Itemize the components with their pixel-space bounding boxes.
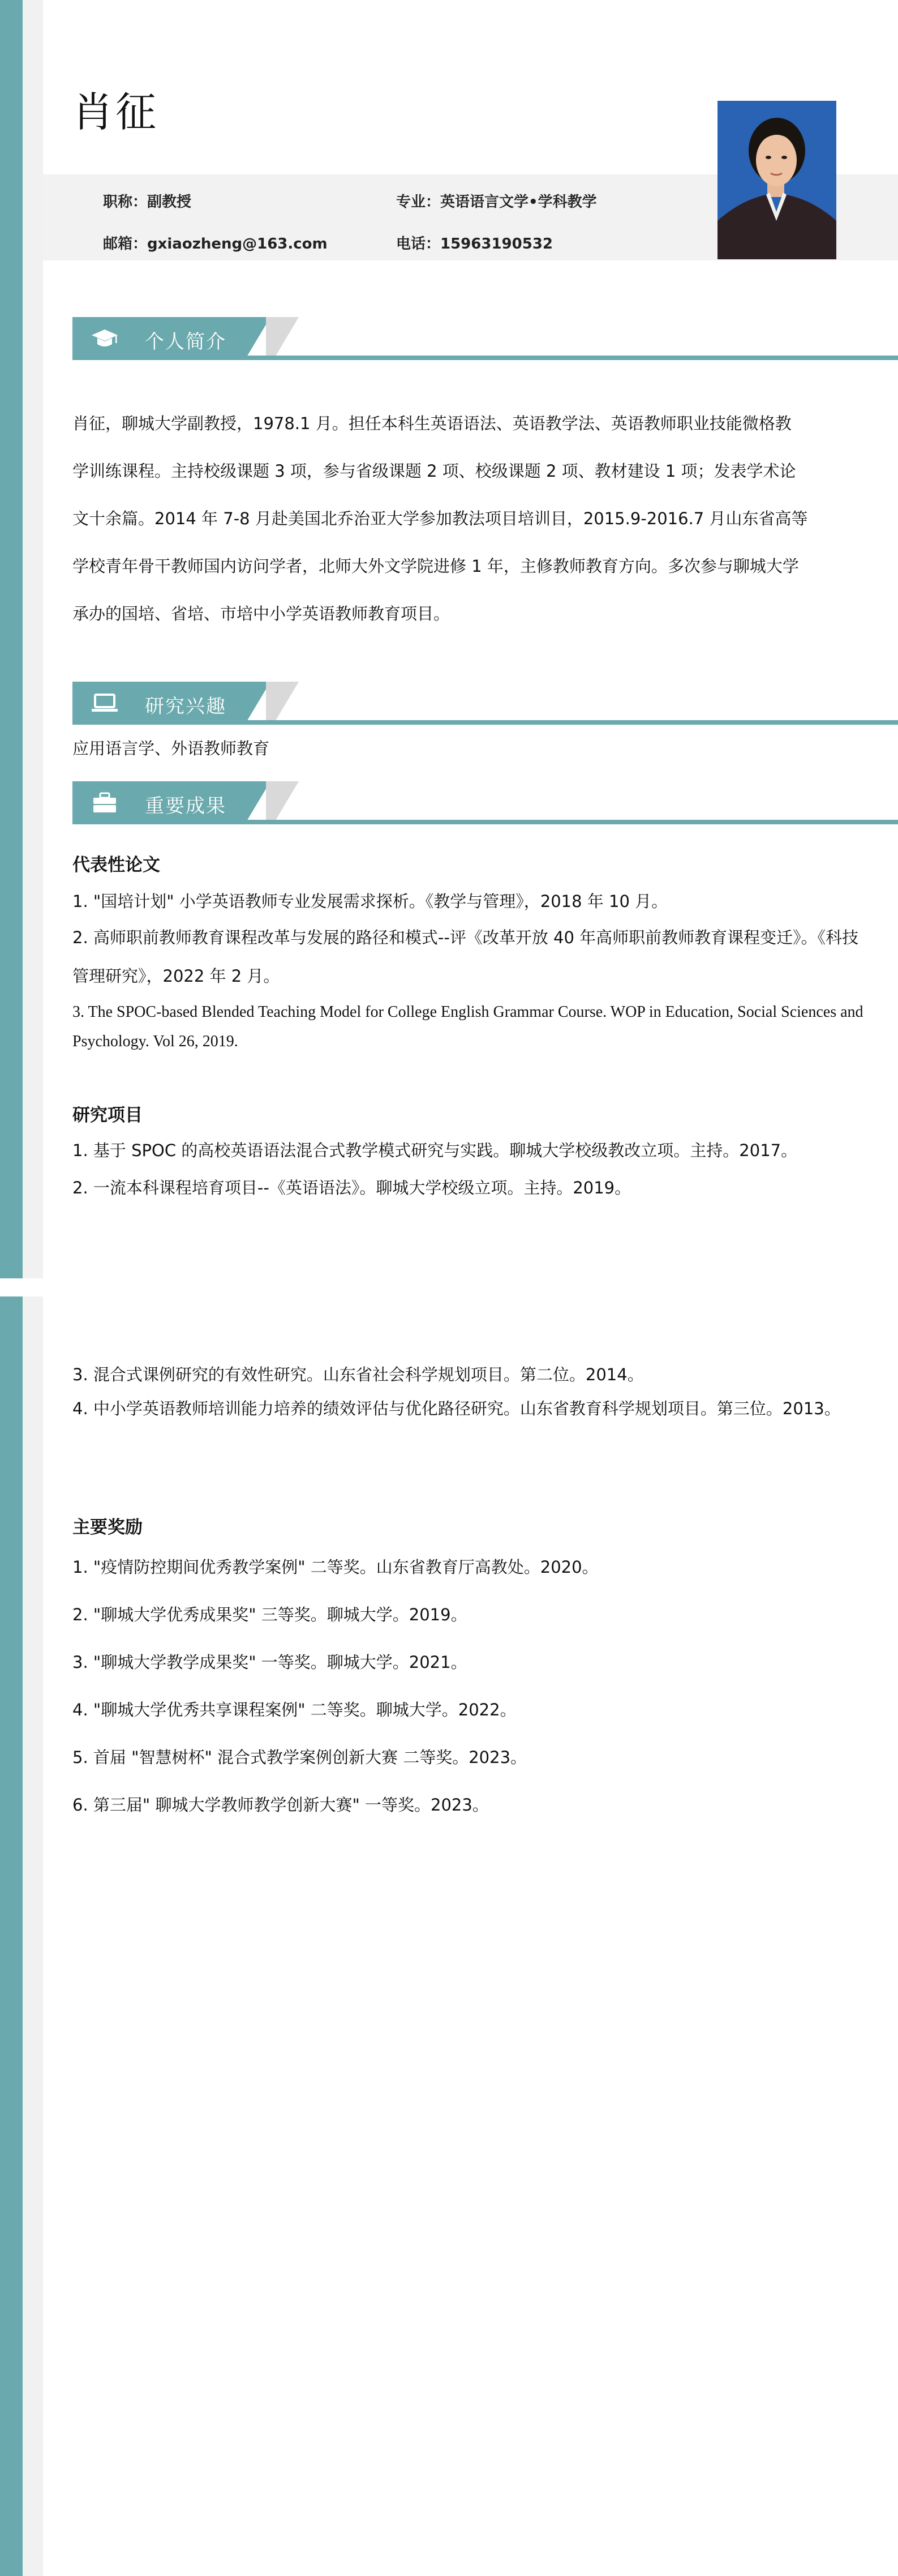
project-item: 3. 混合式课例研究的有效性研究。山东省社会科学规划项目。第二位。2014。 — [72, 1365, 644, 1384]
portrait-illustration — [717, 101, 836, 259]
page-gap — [0, 1278, 898, 1296]
awards-heading: 主要奖励 — [72, 1517, 143, 1538]
paper-item: 2. 高师职前教师教育课程改革与发展的路径和模式--评《改革开放 40 年高师职前教师教育课程变迁》。《科技管理研究》，2022 年 2 月。 — [72, 928, 859, 986]
projects-heading: 研究项目 — [72, 1105, 143, 1126]
resume-page-2 — [0, 1296, 898, 2576]
resume-page-1 — [0, 0, 898, 1278]
award-item: 1. "疫情防控期间优秀教学案例" 二等奖。山东省教育厅高教处。2020。 — [72, 1557, 599, 1577]
person-name: 肖征 — [72, 88, 159, 136]
paper-item: 3. The SPOC-based Blended Teaching Model for College English Grammar Course. WOP in Education, Social Sciences and Psychology. Vol 26, 2019. — [72, 1003, 863, 1050]
profile-line: 文十余篇。2014 年 7-8 月赴美国北乔治亚大学参加教法项目培训目，2015.9-2016.7 月山东省高等 — [72, 509, 808, 528]
gray-sidebar — [23, 0, 43, 1278]
award-item: 4. "聊城大学优秀共享课程案例" 二等奖。聊城大学。2022。 — [72, 1700, 517, 1719]
project-item: 1. 基于 SPOC 的高校英语语法混合式教学模式研究与实践。聊城大学校级教改立项。主持。2017。 — [72, 1141, 798, 1160]
profile-line: 学校青年骨干教师国内访问学者，北师大外文学院进修 1 年，主修教师教育方向。多次参与聊城大学 — [72, 557, 799, 576]
briefcase-icon — [91, 791, 119, 814]
section-title: 个人简介 — [145, 331, 226, 353]
award-item: 2. "聊城大学优秀成果奖" 三等奖。聊城大学。2019。 — [72, 1605, 467, 1624]
graduation-cap-icon — [91, 327, 119, 350]
profile-line: 承办的国培、省培、市培中小学英语教师教育项目。 — [72, 604, 450, 623]
section-tab-shadow — [266, 781, 299, 824]
title-field: 职称：副教授 — [103, 194, 192, 211]
project-item: 2. 一流本科课程培育项目--《英语语法》。聊城大学校级立项。主持。2019。 — [72, 1178, 631, 1197]
interests-text: 应用语言学、外语教师教育 — [72, 739, 270, 758]
award-item: 5. 首届 "智慧树杯" 混合式教学案例创新大赛 二等奖。2023。 — [72, 1748, 527, 1767]
accent-sidebar — [0, 1296, 23, 2576]
section-interests — [72, 682, 898, 727]
papers-heading: 代表性论文 — [72, 855, 160, 875]
paper-item: 1. "国培计划" 小学英语教师专业发展需求探析。《教学与管理》，2018 年 10 月。 — [72, 892, 668, 911]
laptop-icon — [91, 692, 119, 714]
section-profile — [72, 317, 898, 362]
major-field: 专业：英语语言文学•学科教学 — [396, 194, 597, 211]
profile-line: 学训练课程。主持校级课题 3 项，参与省级课题 2 项、校级课题 2 项、教材建设 1 项；发表学术论 — [72, 461, 796, 481]
section-results — [72, 781, 898, 827]
gray-sidebar — [23, 1296, 43, 2576]
project-item: 4. 中小学英语教师培训能力培养的绩效评估与优化路径研究。山东省教育科学规划项目。第三位。2013。 — [72, 1399, 841, 1418]
email-field[interactable]: 邮箱：gxiaozheng@163.com — [103, 236, 328, 253]
accent-sidebar — [0, 0, 23, 1278]
section-tab-shadow — [266, 682, 299, 725]
section-divider — [242, 820, 898, 824]
profile-photo — [717, 101, 836, 259]
award-item: 3. "聊城大学教学成果奖" 一等奖。聊城大学。2021。 — [72, 1653, 467, 1672]
phone-field: 电话：15963190532 — [396, 236, 553, 253]
section-divider — [242, 720, 898, 725]
section-title: 研究兴趣 — [145, 695, 226, 718]
section-title: 重要成果 — [145, 795, 226, 818]
profile-line: 肖征，聊城大学副教授，1978.1 月。担任本科生英语语法、英语教学法、英语教师职业技能微格教 — [72, 414, 792, 433]
section-divider — [242, 356, 898, 360]
award-item: 6. 第三届" 聊城大学教师教学创新大赛" 一等奖。2023。 — [72, 1795, 489, 1815]
section-tab-shadow — [266, 317, 299, 360]
